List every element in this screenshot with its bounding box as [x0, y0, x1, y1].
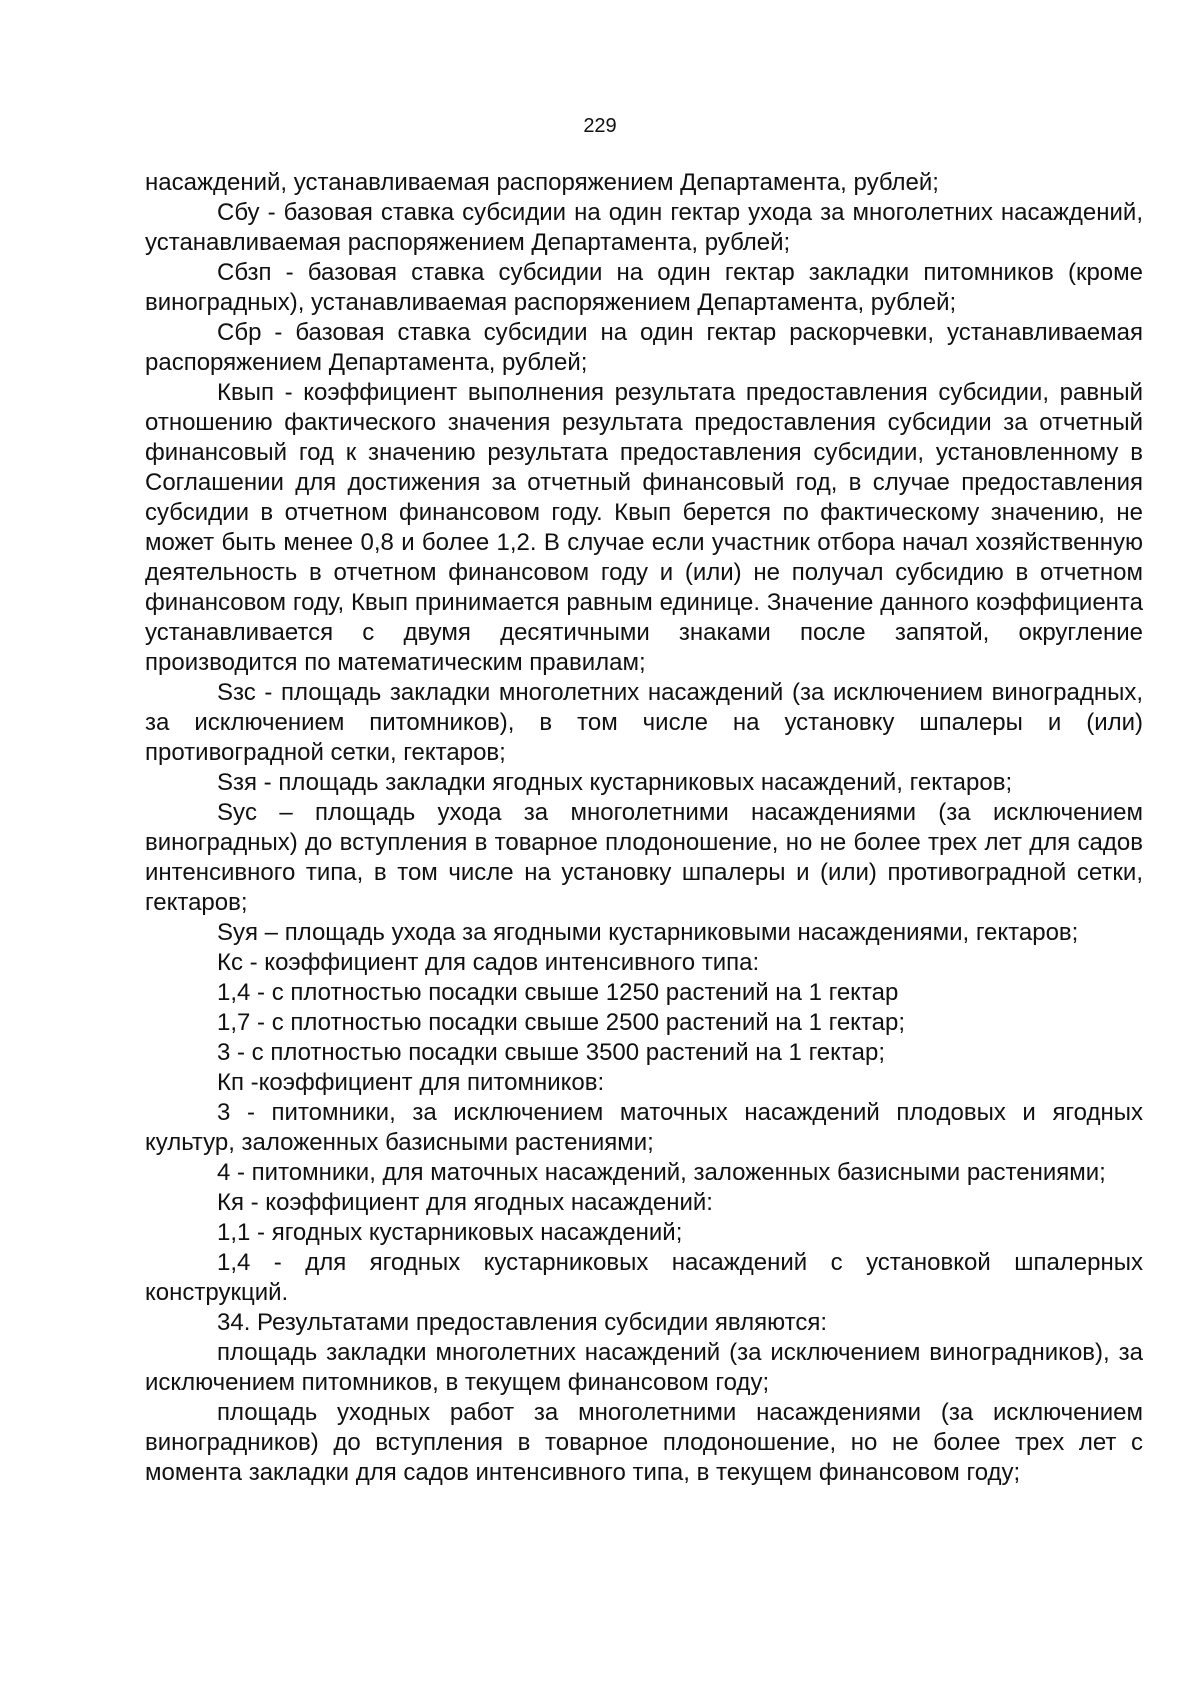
paragraph: Сбр - базовая ставка субсидии на один гектар раскорчевки, устанавливаемая распоряжением Департамента, рублей;: [145, 319, 1143, 376]
paragraph: насаждений, устанавливаемая распоряжением Департамента, рублей;: [145, 169, 939, 196]
paragraph: площадь уходных работ за многолетними насаждениями (за исключением виноградников) до вступления в товарное плодоношение, но не более трех лет с момента закладки для садов интенсивного типа, в текущем финансовом году;: [145, 1399, 1143, 1486]
paragraph: Sзя - площадь закладки ягодных кустарниковых насаждений, гектаров;: [217, 769, 1013, 796]
paragraph: Sзс - площадь закладки многолетних насаждений (за исключением виноградных, за исключением питомников), в том числе на установку шпалеры и (или) противоградной сетки, гектаров;: [145, 679, 1143, 766]
paragraph: Кс - коэффициент для садов интенсивного типа:: [217, 949, 760, 976]
paragraph: площадь закладки многолетних насаждений (за исключением виноградников), за исключением питомников, в текущем финансовом году;: [145, 1339, 1143, 1396]
paragraph: Сбзп - базовая ставка субсидии на один гектар закладки питомников (кроме виноградных), устанавливаемая распоряжением Департамента, рублей;: [145, 259, 1143, 316]
paragraph: 1,7 - с плотностью посадки свыше 2500 растений на 1 гектар;: [217, 1009, 906, 1036]
paragraph: 4 - питомники, для маточных насаждений, заложенных базисными растениями;: [217, 1159, 1106, 1186]
paragraph: 1,1 - ягодных кустарниковых насаждений;: [217, 1219, 683, 1246]
paragraph: Кя - коэффициент для ягодных насаждений:: [217, 1189, 713, 1216]
paragraph: 3 - питомники, за исключением маточных насаждений плодовых и ягодных культур, заложенных базисными растениями;: [145, 1099, 1143, 1156]
paragraph: 1,4 - для ягодных кустарниковых насаждений с установкой шпалерных конструкций.: [145, 1249, 1143, 1306]
paragraph: Сбу - базовая ставка субсидии на один гектар ухода за многолетних насаждений, устанавливаемая распоряжением Департамента, рублей;: [145, 199, 1143, 256]
paragraph: 1,4 - с плотностью посадки свыше 1250 растений на 1 гектар: [217, 979, 899, 1006]
page-number: 229: [583, 115, 617, 137]
paragraph: 34. Результатами предоставления субсидии являются:: [217, 1309, 827, 1336]
paragraph: Syc – площадь ухода за многолетними насаждениями (за исключением виноградных) до вступления в товарное плодоношение, но не более трех лет для садов интенсивного типа, в том числе на установку шпалеры и (или) противоградной сетки, гектаров;: [145, 799, 1143, 916]
paragraph: Syя – площадь ухода за ягодными кустарниковыми насаждениями, гектаров;: [217, 919, 1079, 946]
document-body: [145, 168, 1143, 1488]
paragraph: Квып - коэффициент выполнения результата предоставления субсидии, равный отношению фактического значения результата предоставления субсидии за отчетный финансовый год к значению результата предоставления субсидии, установленному в Соглашении для достижения за отчетный финансовый год, в случае предоставления субсидии в отчетном финансовом году. Квып берется по фактическому значению, не может быть менее 0,8 и более 1,2. В случае если участник отбора начал хозяйственную деятельность в отчетном финансовом году и (или) не получал субсидию в отчетном финансовом году, Квып принимается равным единице. Значение данного коэффициента устанавливается с двумя десятичными знаками после запятой, округление производится по математическим правилам;: [145, 379, 1143, 676]
paragraph: 3 - с плотностью посадки свыше 3500 растений на 1 гектар;: [217, 1039, 886, 1066]
paragraph: Кп -коэффициент для питомников:: [217, 1069, 605, 1096]
